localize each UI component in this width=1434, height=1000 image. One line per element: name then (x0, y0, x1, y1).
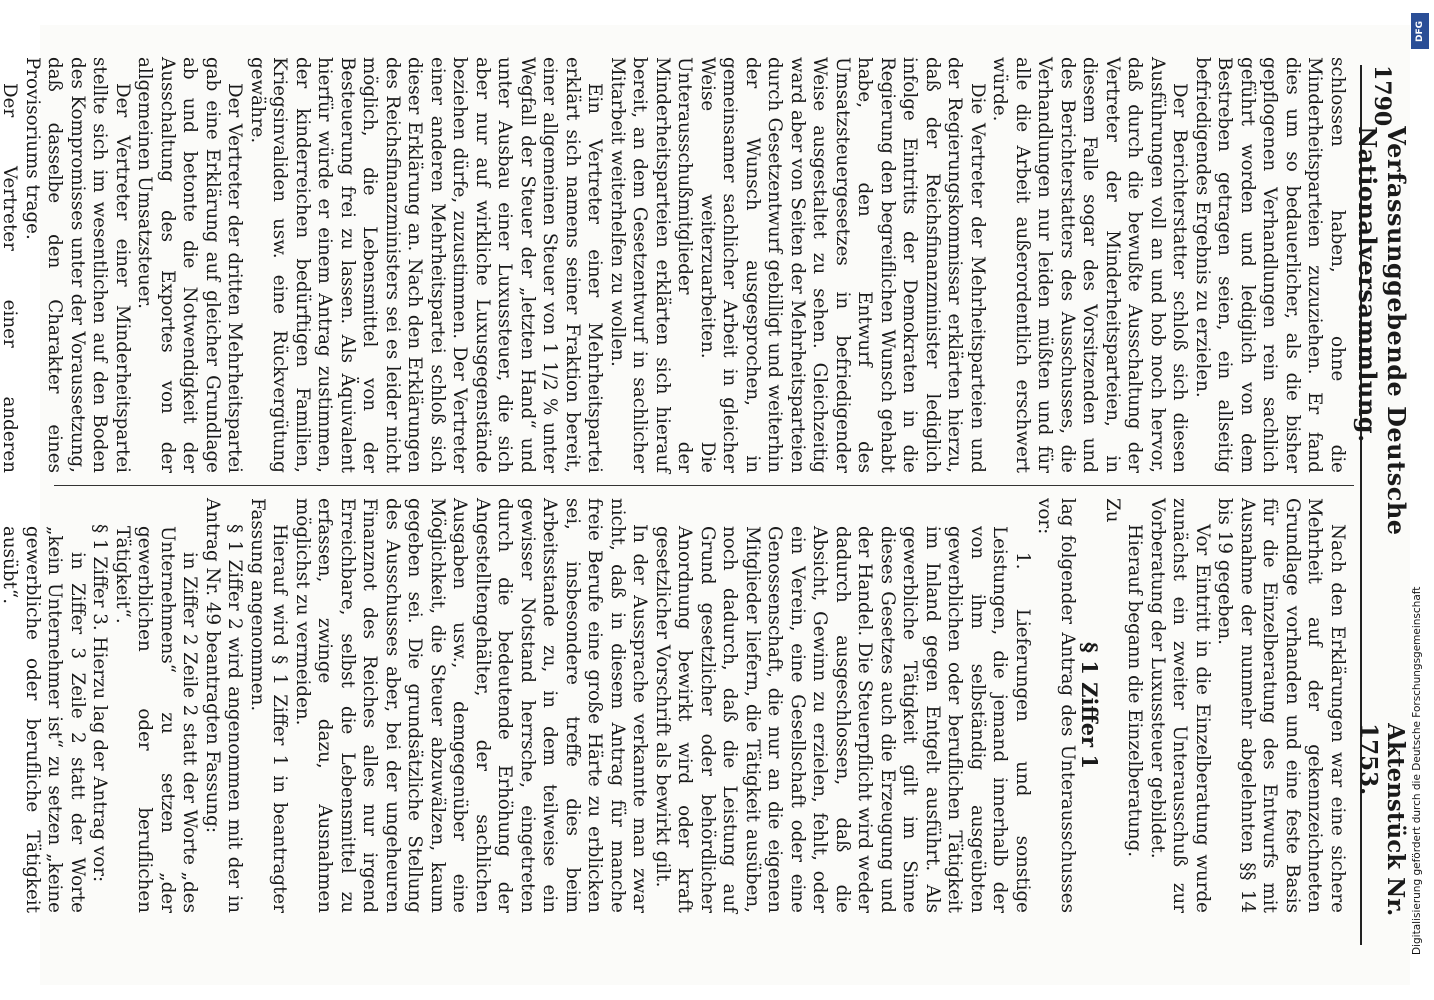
paragraph: Der Berichterstatter schloß sich diesen Ausführungen voll an und hob noch hervor, daß durch die bewußte Ausschaltung der Vertreter der Minderheitsparteien, in diesem Falle sogar des Vorsitzenden und des Berichterstatters des Ausschusses, die Verhandlungen nur leiden müßten und für alle die Arbeit außerordentlich erschwert würde. (989, 57, 1191, 473)
motion-text: 1. Lieferungen und sonstige Leistungen, die jemand innerhalb der von ihm selbständig ausgeübten gewerblichen oder beruflichen Tätigkeit im Inland gegen Entgelt ausführt. Als gewerbliche Tätigkeit gilt im Sinne dieses Gesetzes auch die Erzeugung und der Handel. Die Steuerpflicht wird weder dadurch ausgeschlossen, daß die Absicht, Gewinn zu erzielen, fehlt, oder ein Verein, eine Gesellschaft oder eine Genossenschaft, die nur an die eigenen Mitglieder liefern, die Tätigkeit ausüben, noch dadurch, daß die Leistung auf Grund gesetzlicher oder behördlicher Anordnung bewirkt wird oder kraft gesetzlicher Vorschrift als bewirkt gilt. (652, 526, 1033, 913)
paragraph: Der Vertreter der dritten Mehrheitspartei gab eine Erklärung auf gleicher Grundlage ab und betonte die Notwendigkeit der Ausschaltung des Exportes von der allgemeinen Umsatzsteuer. (134, 57, 246, 473)
dfg-logo-badge: DFG (1411, 13, 1429, 49)
paragraph-heading: § 1 Ziffer 1 (1077, 641, 1103, 770)
paragraph: Nach den Erklärungen war eine sichere Mehrheit auf der gekennzeichneten Grundlage vorhanden und eine feste Basis für die Einzelberatung des Entwurfs mit Ausnahme der nunmehr abgelehnten §§ 14 bis 19 gegeben. (1214, 498, 1348, 913)
page-number: 1790 (1369, 65, 1395, 127)
paragraph: Ein Vertreter einer Mehrheitspartei erklärt sich namens seiner Fraktion bereit, einer allgemeinen Steuer von 1 1/2 % unter Wegfall der Steuer der „letzten Hand“ und unter Ausbau einer Luxussteuer, die sich aber nur auf wirkliche Luxusgegenstände beziehen dürfe, zuzustimmen. Der Vertreter einer anderen Mehrheitspartei schloß sich dieser Erklärung an. Nach den Erklärungen des Reichsfinanzministers sei es leider nicht möglich, die Lebensmittel von der Besteuerung frei zu lassen. Als Äquivalent hierfür würde er einem Antrag zustimmen, der kinderreichen bedürftigen Familien, Kriegsinvaliden usw. eine Rückvergütung gewähre. (247, 57, 606, 473)
rotated-page-content (0, 25, 1411, 985)
credit-text: Digitalisierung gefördert durch die Deutsche Forschungsgemeinschaft (1411, 586, 1423, 955)
quoted-amendment: in Ziffer 3 Zeile 2 statt der Worte „kein Unternehmer ist“ zu setzen „keine gewerbliche oder berufliche Tätigkeit ausübt“. (0, 526, 88, 913)
page-title: Verfassunggebende Deutsche Nationalversammlung. (1353, 126, 1411, 536)
paragraph: schlossen haben, ohne die Minderheitsparteien zuzuziehen. Er fand dies um so bedauerlicher, als die bisher gepflogenen Verhandlungen rein sachlich geführt worden und lediglich von dem Bestreben getragen seien, ein allseitig befriedigendes Ergebnis zu erzielen. (1192, 57, 1348, 473)
text-columns (0, 45, 1354, 965)
paragraph: § 1 Ziffer 3. Hierzu lag der Antrag vor: (89, 524, 111, 883)
paragraph: Die Vertreter der Mehrheitsparteien und der Regierungskommissar erklärten hierzu, daß der Reichsfinanzminister lediglich infolge Eintritts der Demokraten in die Regierung den begreiflichen Wunsch gehabt habe, den Entwurf des Umsatzsteuergesetzes in befriedigender Weise ausgestaltet zu sehen. Gleichzeitig ward aber von Seiten der Mehrheitsparteien durch Gesetzentwurf gebilligt und weiterhin der Wunsch ausgesprochen, in gemeinsamer sachlicher Arbeit in gleicher Weise weiterzuarbeiten. Die Unterausschußmitglieder der Minderheitsparteien erklärten sich hierauf bereit, an dem Gesetzentwurf in sachlicher Mitarbeit weiterhelfen zu wollen. (607, 57, 988, 473)
right-column (0, 485, 1354, 925)
paragraph: Hierauf begann die Einzelberatung. (1124, 524, 1146, 858)
paragraph: Der Vertreter einer anderen (0, 83, 21, 473)
paragraph: Hierauf wird § 1 Ziffer 1 in beantragter Fassung angenommen. (247, 498, 291, 913)
page-header (1353, 65, 1411, 945)
paragraph: In der Aussprache verkannte man zwar nicht, daß in diesem Antrag für manche freie Berufe eine große Härte zu erblicken sei, insbesondere treffe dies beim Arbeitsstande zu, in dem teilweise ein gewisser Notstand herrsche, eingetreten durch die bedeutende Erhöhung der Angestelltengehälter, der sachlichen Ausgaben usw., demgegenüber eine Möglichkeit, die Steuer abzuwälzen, kaum gegeben sei. Die grundsätzliche Stellung des Ausschusses aber, bei der ungeheuren Finanznot des Reiches alles nur irgend Erreichbare, selbst die Lebensmittel zu erfassen, zwinge dazu, Ausnahmen möglichst zu vermeiden. (292, 498, 651, 913)
prefix-label: Zu (1102, 498, 1123, 523)
paragraph: § 1 Ziffer 2 wird angenommen mit der in Antrag Nr. 49 beantragten Fassung: (202, 498, 246, 913)
paragraph: Vor Eintritt in die Einzelberatung wurde zunächst ein zweiter Unterausschuß zur Vorberatung der Luxussteuer gebildet. (1147, 498, 1213, 913)
motion-intro: lag folgender Antrag des Unterausschusses vor: (1034, 498, 1078, 913)
digitization-credit (1408, 5, 1432, 995)
scanned-page (0, 25, 1411, 985)
left-column (0, 45, 1354, 485)
paragraph: Der Vertreter einer Minderheitspartei stellte sich im wesentlichen auf den Boden des Kompromisses unter der Voraussetzung, daß dasselbe den Charakter eines Provisoriums trage. (22, 57, 133, 473)
quoted-amendment: in Ziffer 2 Zeile 2 statt der Worte „des Unternehmens“ zu setzen „der gewerblichen oder beruflichen Tätigkeit“. (112, 526, 201, 913)
document-reference: Aktenstück Nr. 1753. (1355, 723, 1409, 917)
